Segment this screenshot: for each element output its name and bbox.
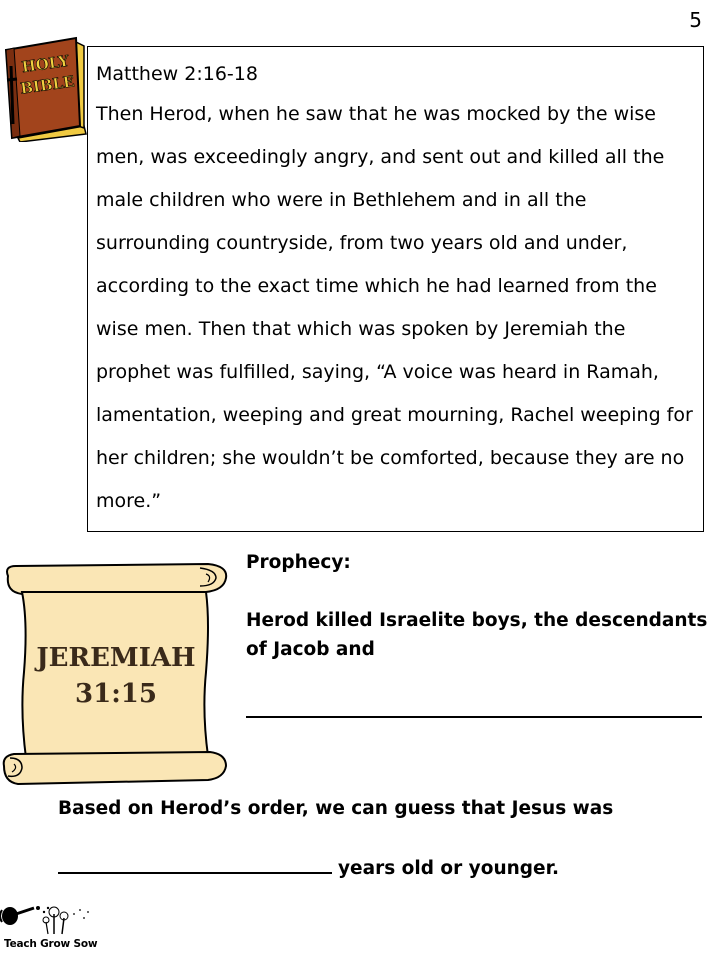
bible-label-line1: HOLY (20, 51, 71, 77)
age-answer-blank[interactable] (58, 852, 332, 874)
prophecy-label: Prophecy: (246, 552, 351, 573)
prophecy-answer-blank[interactable] (246, 716, 702, 718)
prophecy-section (246, 548, 716, 664)
logo-text: Teach Grow Sow (4, 938, 98, 950)
teach-grow-sow-logo (0, 900, 100, 960)
scroll-line2: 31:15 (75, 679, 157, 709)
scroll-line1: JEREMIAH (36, 643, 196, 673)
scripture-reference: Matthew 2:16-18 (96, 63, 258, 85)
bible-book-icon (4, 36, 88, 142)
answer-row (58, 852, 559, 884)
prophecy-statement: Herod killed Israelite boys, the descendants of Jacob and (246, 610, 708, 660)
bible-label-line2: BIBLE (19, 72, 76, 98)
question-prompt: Based on Herod’s order, we can guess that Jesus was (58, 798, 614, 819)
scripture-box (87, 46, 704, 532)
parchment-scroll-icon (0, 562, 232, 786)
watering-can-icon (0, 900, 100, 940)
page-number: 5 (689, 8, 702, 32)
scripture-text: Then Herod, when he saw that he was mocked by the wise men, was exceedingly angry, and sent out and killed all the male children who were in Bethlehem and in all the surrounding countryside, from two years old and under, according to the exact time which he had learned from the wise men. Then that which was spoken by Jeremiah the prophet was fulfilled, saying, “A voice was heard in Ramah, lamentation, weeping and great mourning, Rachel weeping for her children; she wouldn’t be comforted, because they are no more.” (96, 103, 693, 512)
answer-suffix: years old or younger. (338, 858, 560, 879)
